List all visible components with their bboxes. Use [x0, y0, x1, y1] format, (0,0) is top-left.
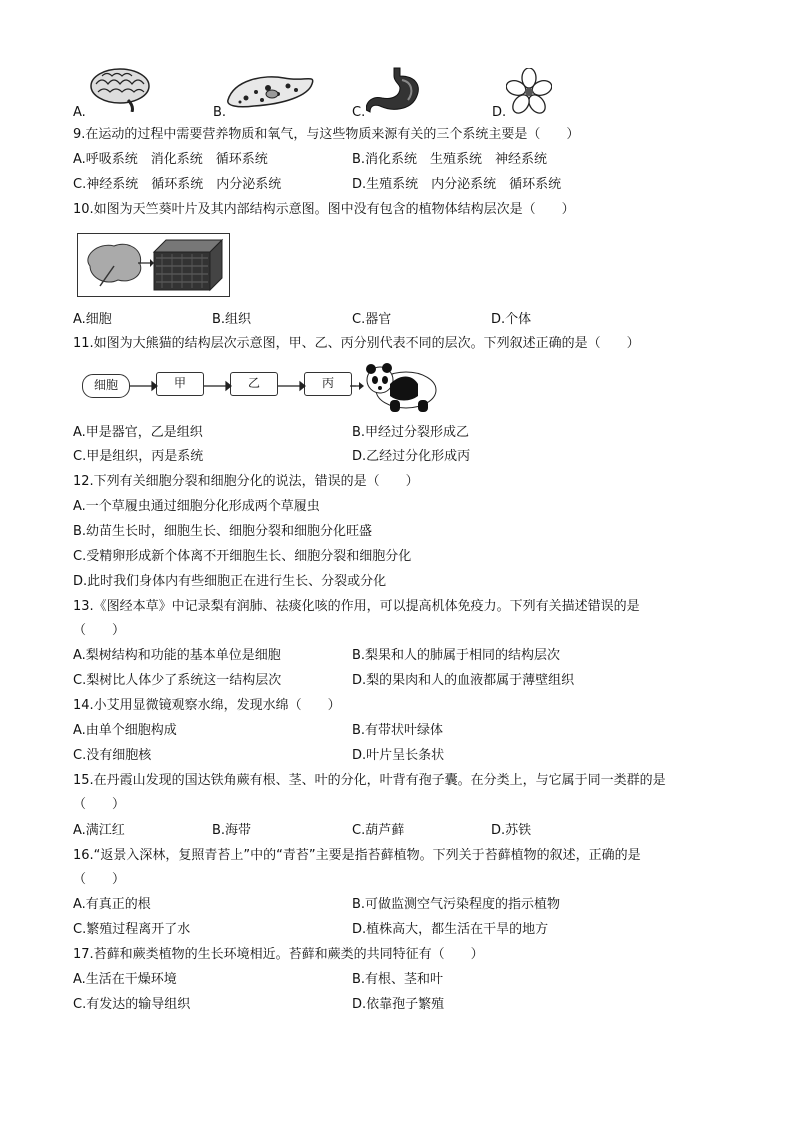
q13-option-b[interactable]: B.梨果和人的肺属于相同的结构层次: [352, 648, 561, 663]
q13-stem: 13.《图经本草》中记录梨有润肺、祛痰化咳的作用，可以提高机体免疫力。下列有关描述错误的是: [73, 599, 640, 614]
diagram-arrows: [128, 378, 358, 394]
q15-stem: 15.在丹霞山发现的国达铁角蕨有根、茎、叶的分化，叶背有孢子囊。在分类上，与它属于同一类群的是: [73, 773, 666, 788]
q10-option-c[interactable]: C.器官: [352, 312, 392, 327]
q9-option-c[interactable]: C.神经系统 循环系统 内分泌系统: [73, 177, 282, 192]
diagram-box-jia: 甲: [156, 372, 204, 396]
q10-option-a[interactable]: A.细胞: [73, 312, 112, 327]
q15-option-d[interactable]: D.苏铁: [491, 823, 532, 838]
q17-option-c[interactable]: C.有发达的输导组织: [73, 997, 191, 1012]
diagram-box-yi: 乙: [230, 372, 278, 396]
q9-option-a[interactable]: A.呼吸系统 消化系统 循环系统: [73, 152, 268, 167]
q13-option-a[interactable]: A.梨树结构和功能的基本单位是细胞: [73, 648, 281, 663]
q13-stem-paren: （ ）: [73, 623, 126, 638]
q16-option-c[interactable]: C.繁殖过程离开了水: [73, 922, 191, 937]
q12-option-b[interactable]: B.幼苗生长时，细胞生长、细胞分裂和细胞分化旺盛: [73, 524, 373, 539]
diagram-box-cell: 细胞: [82, 374, 130, 398]
diagram-box-bing: 丙: [304, 372, 352, 396]
q17-stem: 17.苔藓和蕨类植物的生长环境相近。苔藓和蕨类的共同特征有（ ）: [73, 947, 484, 962]
paramecium-icon: [224, 70, 316, 110]
q8-option-d[interactable]: D.: [492, 105, 507, 120]
stomach-icon: [366, 66, 426, 116]
q17-option-d[interactable]: D.依靠孢子繁殖: [352, 997, 445, 1012]
tissue-block-icon: [152, 238, 224, 292]
q10-stem: 10.如图为天竺葵叶片及其内部结构示意图。图中没有包含的植物体结构层次是（ ）: [73, 202, 575, 217]
q17-option-a[interactable]: A.生活在干燥环境: [73, 972, 177, 987]
flower-icon: [506, 68, 552, 114]
q12-option-a[interactable]: A.一个草履虫通过细胞分化形成两个草履虫: [73, 499, 320, 514]
q8-option-b[interactable]: B.: [213, 105, 227, 120]
q12-option-d[interactable]: D.此时我们身体内有些细胞正在进行生长、分裂或分化: [73, 574, 387, 589]
q16-stem: 16.“返景入深林，复照青苔上”中的“青苔”主要是指苔藓植物。下列关于苔藓植物的叙述，正确的是: [73, 848, 641, 863]
q8-option-a[interactable]: A.: [73, 105, 86, 120]
q14-stem: 14.小艾用显微镜观察水绵，发现水绵（ ）: [73, 698, 341, 713]
q15-option-a[interactable]: A.满江红: [73, 823, 125, 838]
panda-icon: [360, 360, 444, 412]
q8-option-c[interactable]: C.: [352, 105, 366, 120]
q14-option-a[interactable]: A.由单个细胞构成: [73, 723, 177, 738]
q10-option-d[interactable]: D.个体: [491, 312, 532, 327]
q12-option-c[interactable]: C.受精卵形成新个体离不开细胞生长、细胞分裂和细胞分化: [73, 549, 412, 564]
q9-option-b[interactable]: B.消化系统 生殖系统 神经系统: [352, 152, 548, 167]
q13-option-d[interactable]: D.梨的果肉和人的血液都属于薄壁组织: [352, 673, 575, 688]
q11-option-b[interactable]: B.甲经过分裂形成乙: [352, 425, 470, 440]
q12-stem: 12.下列有关细胞分裂和细胞分化的说法，错误的是（ ）: [73, 474, 419, 489]
q16-option-a[interactable]: A.有真正的根: [73, 897, 151, 912]
q14-option-b[interactable]: B.有带状叶绿体: [352, 723, 444, 738]
q11-option-a[interactable]: A.甲是器官，乙是组织: [73, 425, 203, 440]
brain-icon: [88, 66, 152, 112]
q17-option-b[interactable]: B.有根、茎和叶: [352, 972, 444, 987]
q9-stem: 9.在运动的过程中需要营养物质和氧气，与这些物质来源有关的三个系统主要是（ ）: [73, 127, 580, 142]
q14-option-c[interactable]: C.没有细胞核: [73, 748, 152, 763]
leaf-icon: [82, 240, 146, 290]
q10-option-b[interactable]: B.组织: [212, 312, 252, 327]
q16-stem-paren: （ ）: [73, 872, 126, 887]
q11-stem: 11.如图为大熊猫的结构层次示意图，甲、乙、丙分别代表不同的层次。下列叙述正确的是（ ）: [73, 336, 640, 351]
q13-option-c[interactable]: C.梨树比人体少了系统这一结构层次: [73, 673, 282, 688]
q11-option-c[interactable]: C.甲是组织，丙是系统: [73, 449, 204, 464]
q14-option-d[interactable]: D.叶片呈长条状: [352, 748, 445, 763]
q11-option-d[interactable]: D.乙经过分化形成丙: [352, 449, 471, 464]
q15-stem-paren: （ ）: [73, 797, 126, 812]
q15-option-c[interactable]: C.葫芦藓: [352, 823, 405, 838]
q16-option-d[interactable]: D.植株高大，都生活在干旱的地方: [352, 922, 549, 937]
q9-option-d[interactable]: D.生殖系统 内分泌系统 循环系统: [352, 177, 562, 192]
q15-option-b[interactable]: B.海带: [212, 823, 252, 838]
q16-option-b[interactable]: B.可做监测空气污染程度的指示植物: [352, 897, 561, 912]
